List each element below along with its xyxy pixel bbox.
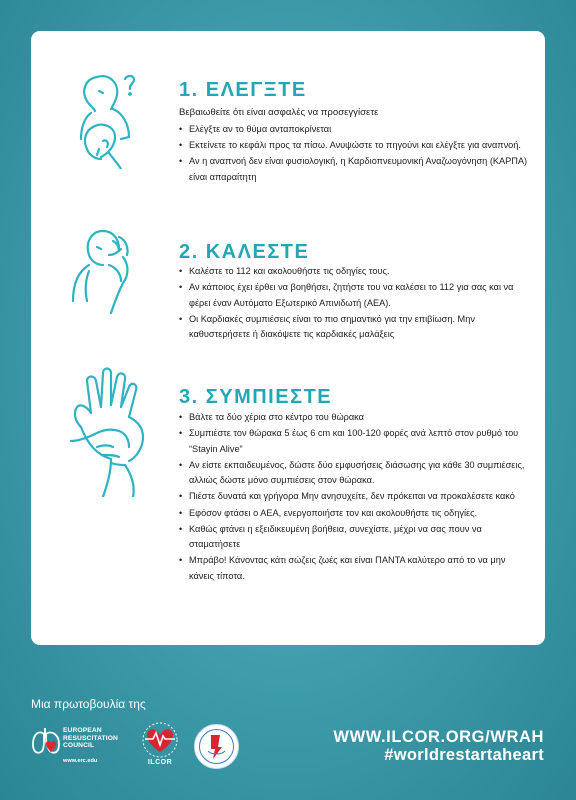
list-item: • Εκτείνετε το κεφάλι προς τα πίσω. Ανυψώστε το πηγούνι και ελέγξτε για αναπνοή. [179, 138, 529, 154]
list-item: • Ελέγξτε αν το θύμα ανταποκρίνεται [179, 122, 529, 138]
bullet-list [179, 264, 529, 343]
list-item: • Καθώς φτάνει η εξειδικευμένη βοήθεια, συνεχίστε, μέχρι να σας πουν να σταματήσετε [179, 522, 529, 553]
list-item: • Αν η αναπνοή δεν είναι φυσιολογική, η Καρδιοπνευμονική Αναζωογόνηση (ΚΑΡΠΑ) είναι απαραίτητη [179, 154, 529, 185]
heart-pulse-icon [139, 722, 181, 758]
initiative-label: Μια πρωτοβουλία της [31, 697, 146, 711]
list-item: • Πιέστε δυνατά και γρήγορα Μην ανησυχείτε, δεν πρόκειται να προκαλέσετε κακό [179, 489, 529, 505]
erc-url[interactable]: www.erc.edu [63, 758, 98, 764]
section-title: 2. ΚΑΛΕΣΤΕ [179, 241, 310, 263]
list-item: • Βάλτε τα δύο χέρια στο κέντρο του θώρακα [179, 410, 529, 426]
hellenic-society-logo[interactable] [194, 724, 239, 769]
instructions-card [31, 31, 545, 645]
section-title: 1. ΕΛΕΓΞΤΕ [179, 79, 307, 101]
bullet-list [179, 410, 529, 585]
bullet-list [179, 122, 529, 186]
list-item: • Εφόσον φτάσει ο ΑΕΑ, ενεργοποιήστε τον και ακολουθήστε τις οδηγίες. [179, 506, 529, 522]
erc-logo[interactable] [31, 724, 121, 774]
section-title: 3. ΣΥΜΠΙΕΣΤΕ [179, 386, 333, 408]
list-item: • Συμπιέστε τον θώρακα 5 έως 6 cm και 100-120 φορές ανά λεπτό στον ρυθμό του “Stayin Alive” [179, 426, 529, 457]
lungs-heart-icon [31, 724, 61, 758]
list-item: • Αν κάποιος έχει έρθει να βοηθήσει, ζητήστε του να καλέσει το 112 για σας και να φέρει έναν Αυτόματο Εξωτερικό Απινιδωτή (ΑΕΑ). [179, 280, 529, 311]
erc-name: EUROPEAN RESUSCITATION COUNCIL [63, 727, 118, 750]
list-item: • Αν είστε εκπαιδευμένος, δώστε δύο εμφυσήσεις διάσωσης για κάθε 30 συμπιέσεις, αλλιώς δώστε μόνο συμπιέσεις στον θώρακα. [179, 458, 529, 489]
ilcor-name: ILCOR [147, 759, 173, 766]
hashtag-link[interactable]: #worldrestartaheart [384, 746, 544, 764]
list-item: • Οι Καρδιακές συμπιέσεις είναι το πιο σημαντικό για την επιβίωση. Μην καθυστερήσετε ή διακόψετε τις καρδιακές μαλάξεις [179, 312, 529, 343]
ilcor-logo[interactable] [135, 722, 185, 772]
compress-hands-icon [63, 367, 163, 497]
list-item: • Καλέστε το 112 και ακολουθήστε τις οδηγίες τους. [179, 264, 529, 280]
check-person-icon [63, 69, 153, 169]
website-link[interactable]: WWW.ILCOR.ORG/WRAH [333, 728, 544, 746]
list-item: • Μπράβο! Κάνοντας κάτι σώζεις ζωές και είναι ΠΑΝΤΑ καλύτερο από το να μην κάνεις τίποτα. [179, 553, 529, 584]
hellenic-seal-icon [195, 725, 238, 768]
phone-call-icon [63, 221, 153, 321]
section-intro: Βεβαιωθείτε ότι είναι ασφαλές να προσεγγίσετε [179, 107, 379, 118]
